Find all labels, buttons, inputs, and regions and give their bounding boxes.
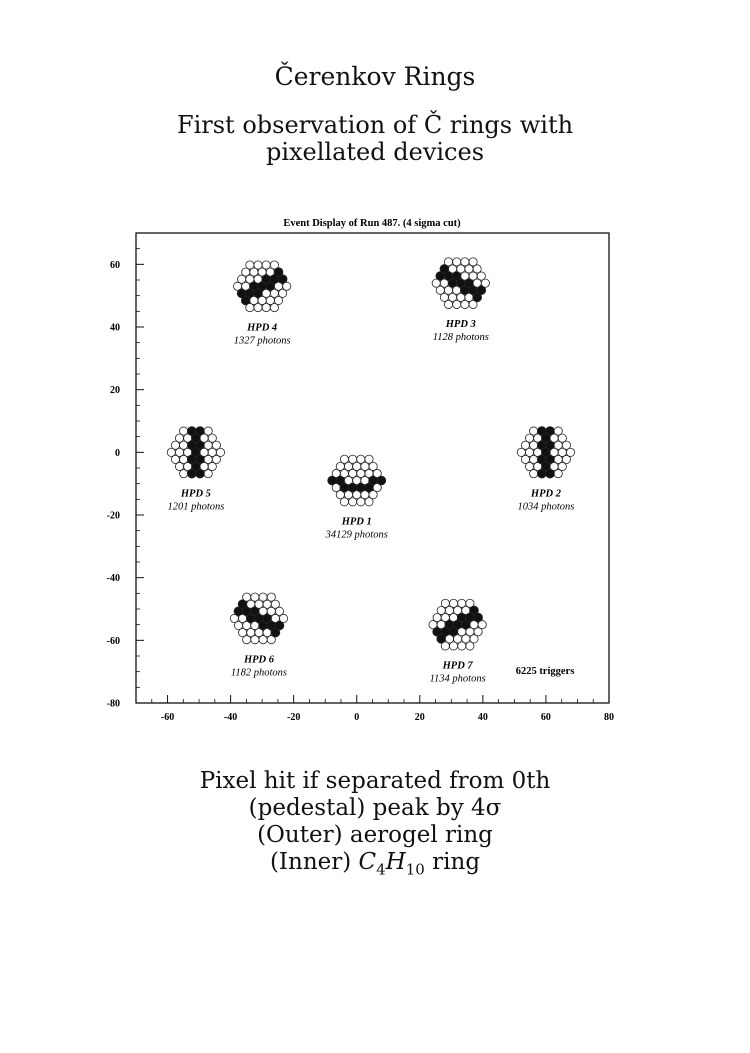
y-tick-label: 0: [115, 447, 120, 459]
caption-line-4-prefix: (Inner): [269, 849, 359, 875]
x-tick-label: 60: [540, 712, 551, 723]
caption-line-3: (Outer) aerogel ring: [257, 822, 493, 848]
x-tick-label: 0: [354, 712, 360, 723]
caption-line-2: (pedestal) peak by 4σ: [248, 795, 502, 821]
x-tick-label: -40: [223, 712, 238, 723]
y-tick-label: -40: [106, 573, 120, 585]
detector-photon-count: 1134 photons: [429, 673, 486, 685]
pixel: [279, 614, 287, 622]
detector-name-label: HPD 3: [445, 319, 476, 331]
x-tick-label: 20: [414, 712, 425, 723]
x-tick-label: 80: [604, 712, 614, 723]
caption: [0, 768, 750, 884]
formula-c-sub: 4: [376, 860, 386, 879]
formula-h: H: [385, 849, 406, 875]
detector-name-label: HPD 1: [341, 516, 372, 528]
x-tick-label: -60: [160, 712, 175, 723]
subtitle-line-1: First observation of Č rings with: [176, 111, 574, 139]
y-tick-label: -20: [106, 510, 120, 522]
y-tick-label: 60: [110, 259, 120, 271]
detector-hpd-5: [167, 427, 224, 513]
detector-name-label: HPD 6: [243, 654, 275, 666]
detector-hpd-2: [517, 427, 574, 513]
detector-hpd-1: [325, 455, 388, 540]
detector-name-label: HPD 5: [180, 488, 211, 500]
detector-photon-count: 1034 photons: [517, 501, 575, 513]
pixel: [216, 448, 224, 456]
detector-hpd-6: [230, 593, 287, 678]
detector-name-label: HPD 2: [530, 488, 561, 500]
pixel: [566, 448, 574, 456]
x-tick-label: -20: [286, 712, 301, 723]
detector-hpd-4: [233, 261, 290, 346]
detector-photon-count: 1201 photons: [167, 501, 225, 513]
detector-name-label: HPD 7: [442, 660, 473, 672]
page-title: Čerenkov Rings: [274, 62, 476, 91]
detector-photon-count: 34129 photons: [325, 529, 388, 541]
trigger-count-annotation: 6225 triggers: [515, 666, 575, 677]
y-tick-label: 40: [110, 322, 120, 334]
pixel-hit: [377, 476, 386, 485]
detector-hpd-7: [429, 599, 486, 684]
chart-title: Event Display of Run 487. (4 sigma cut): [283, 218, 461, 229]
pixel: [283, 282, 291, 290]
y-tick-label: 20: [110, 385, 120, 397]
y-tick-label: -60: [106, 635, 120, 647]
formula-h-sub: 10: [405, 860, 425, 879]
caption-line-4-suffix: ring: [424, 849, 481, 875]
detector-layer: [167, 258, 574, 685]
subtitle-line-2: pixellated devices: [265, 138, 485, 166]
detector-photon-count: 1182 photons: [230, 667, 288, 679]
x-tick-label: 40: [477, 712, 488, 723]
caption-line-1: Pixel hit if separated from 0th: [199, 768, 551, 794]
formula-c: C: [358, 849, 377, 875]
pixel: [478, 621, 486, 629]
detector-hpd-3: [432, 258, 489, 343]
detector-photon-count: 1327 photons: [233, 335, 291, 347]
caption-line-4: [0, 849, 750, 884]
detector-name-label: HPD 4: [247, 322, 278, 334]
y-tick-label: -80: [106, 698, 120, 710]
pixel: [481, 279, 489, 287]
detector-photon-count: 1128 photons: [432, 332, 489, 344]
